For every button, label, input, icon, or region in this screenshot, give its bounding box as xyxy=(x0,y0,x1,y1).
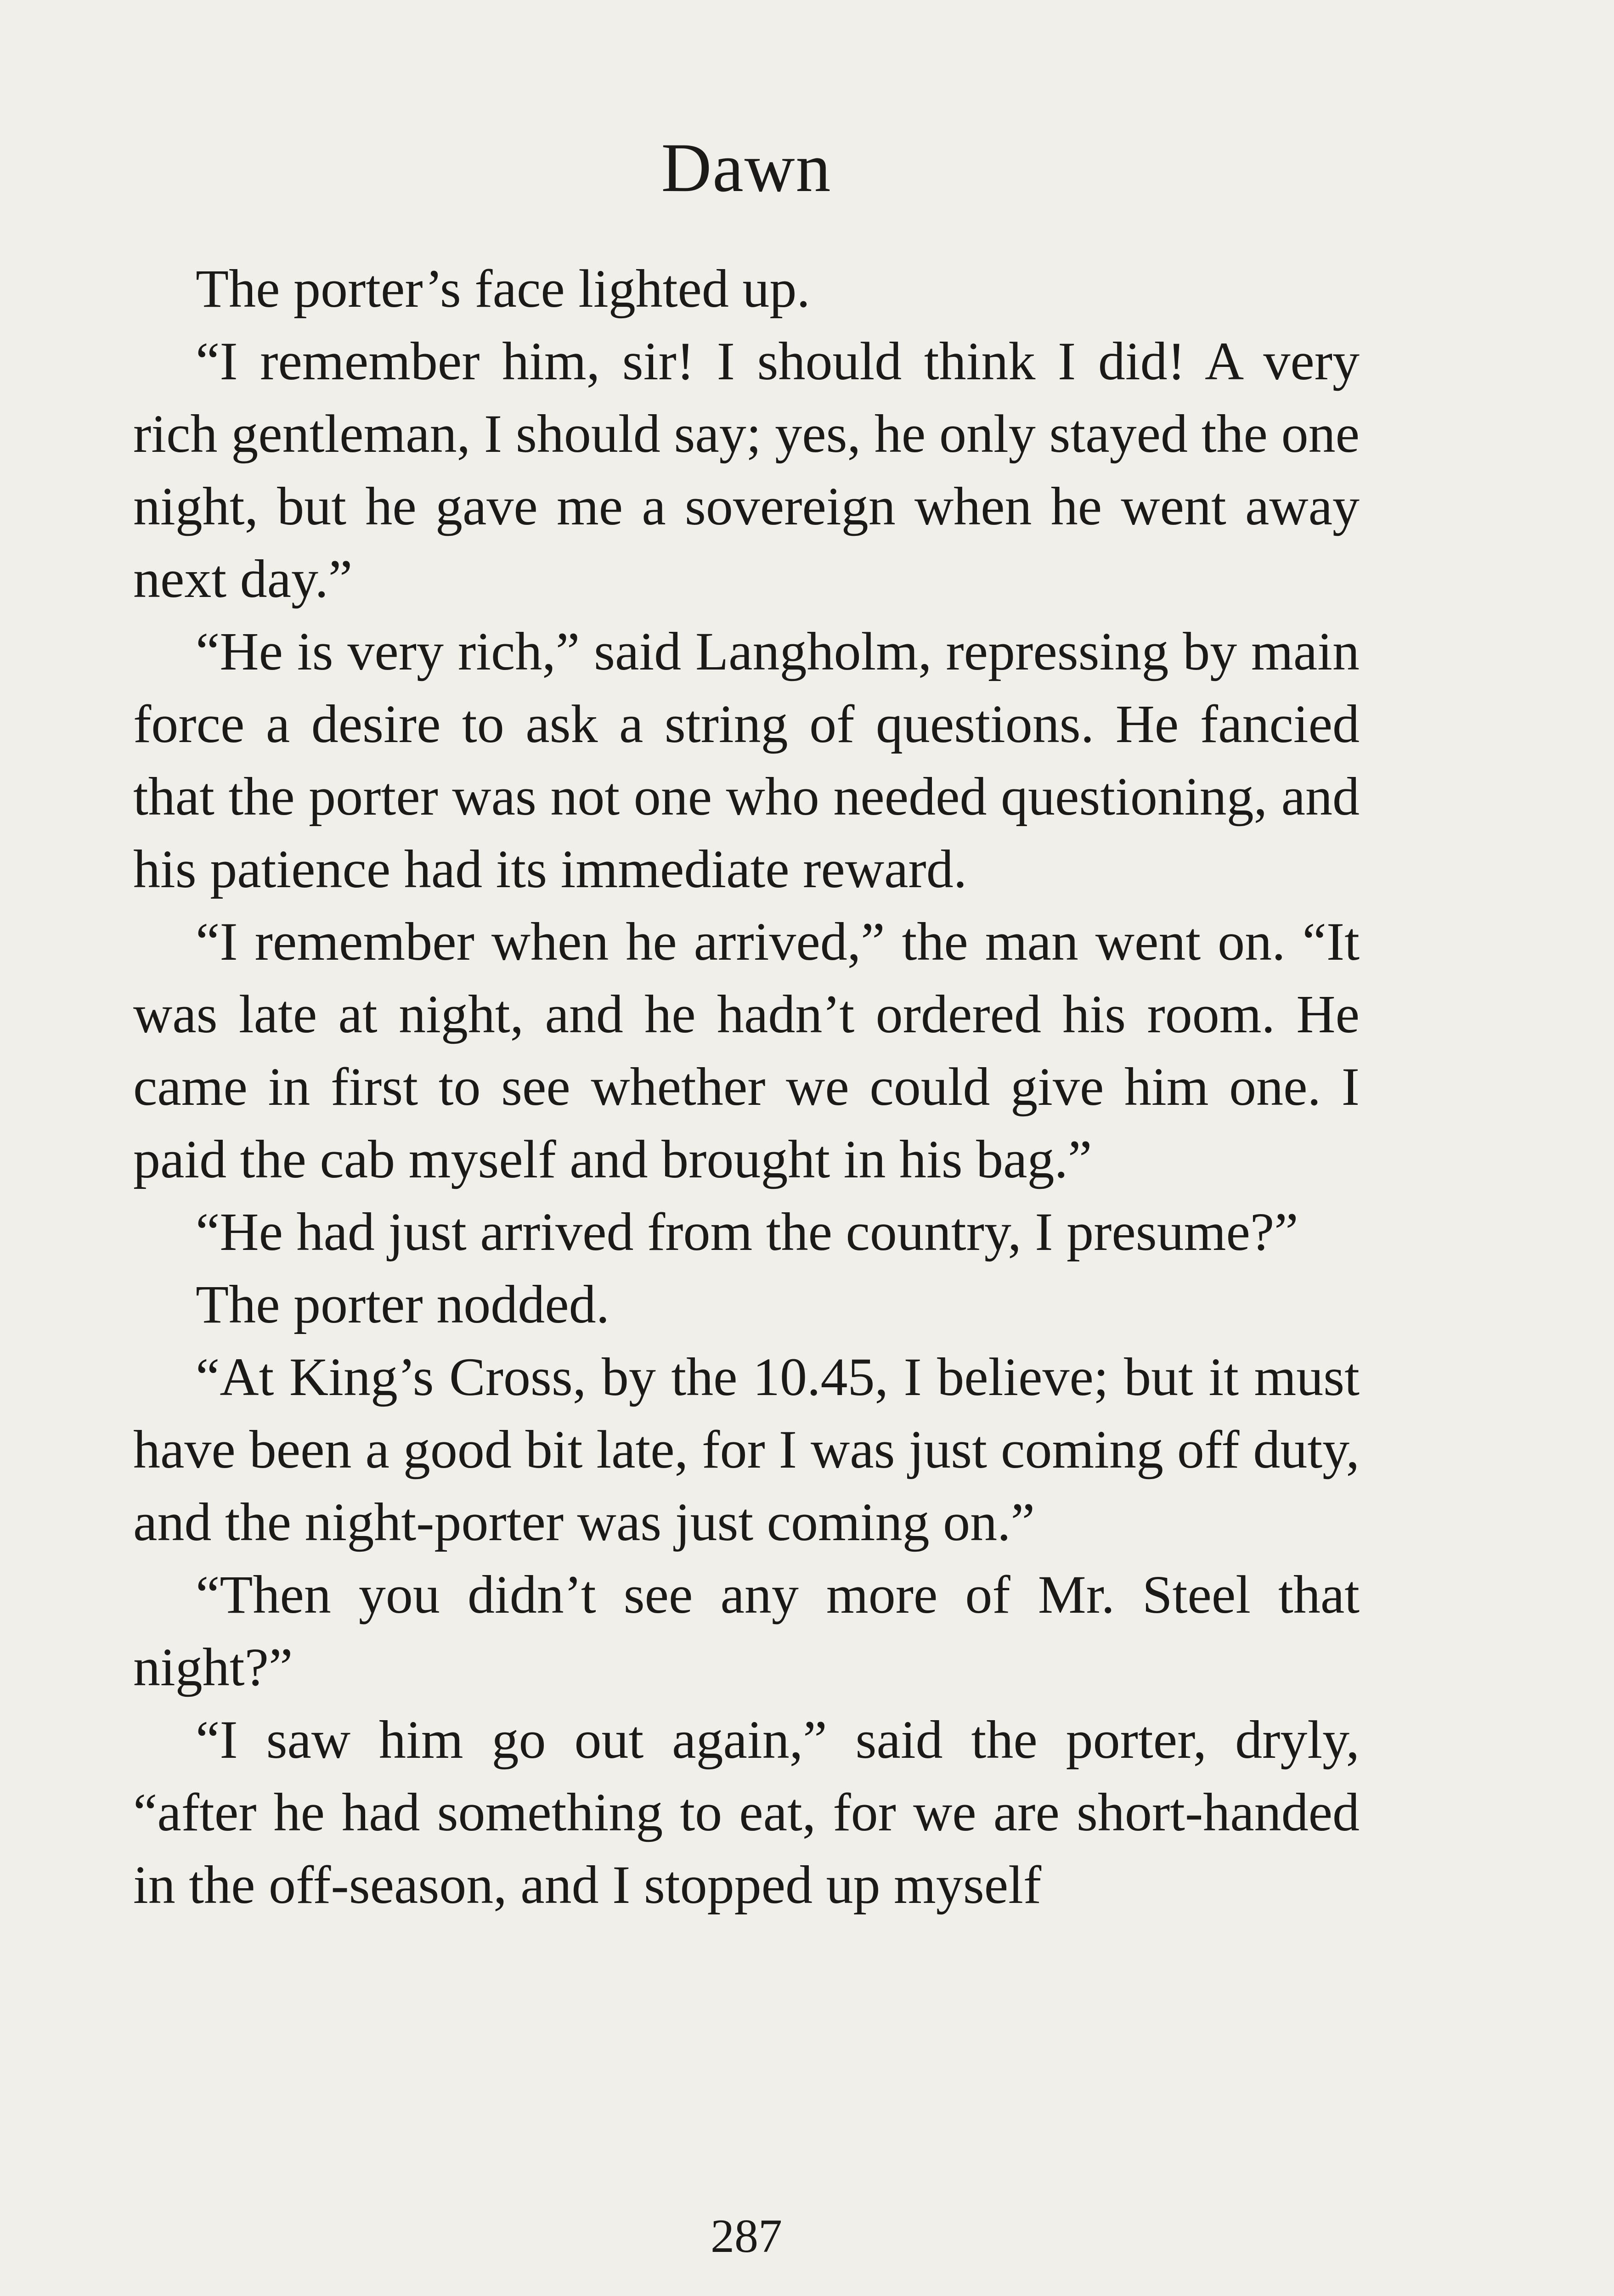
paragraph: The porter’s face lighted up. xyxy=(196,259,810,319)
paragraph: “At King’s Cross, by the 10.45, I believe; but it must have been a good bit late, for I was just coming off duty, and the night-porter was just coming on.” xyxy=(133,1347,1360,1552)
body-text xyxy=(133,253,1360,1921)
paragraph: “He had just arrived from the country, I presume?” xyxy=(196,1202,1298,1262)
paragraph: “I remember when he arrived,” the man went on. “It was late at night, and he hadn’t ordered his room. He came in first to see whether we could give him one. I paid the cab myself and brought in his bag.” xyxy=(133,912,1360,1189)
running-head: Dawn xyxy=(661,129,832,206)
paragraph: The porter nodded. xyxy=(196,1274,610,1334)
page-number: 287 xyxy=(711,2210,782,2262)
paragraph: “He is very rich,” said Langholm, repressing by main force a desire to ask a string of questions. He fancied that the porter was not one who needed questioning, and his patience had its immediate reward. xyxy=(133,621,1360,899)
paragraph: “Then you didn’t see any more of Mr. Steel that night?” xyxy=(133,1564,1360,1697)
paragraph: “I saw him go out again,” said the porter, dryly, “after he had something to eat, for we are short-handed in the off-season, and I stopped up myself xyxy=(133,1710,1360,1915)
paragraph: “I remember him, sir! I should think I did! A very rich gentleman, I should say; yes, he only stayed the one night, but he gave me a sovereign when he went away next day.” xyxy=(133,331,1360,609)
